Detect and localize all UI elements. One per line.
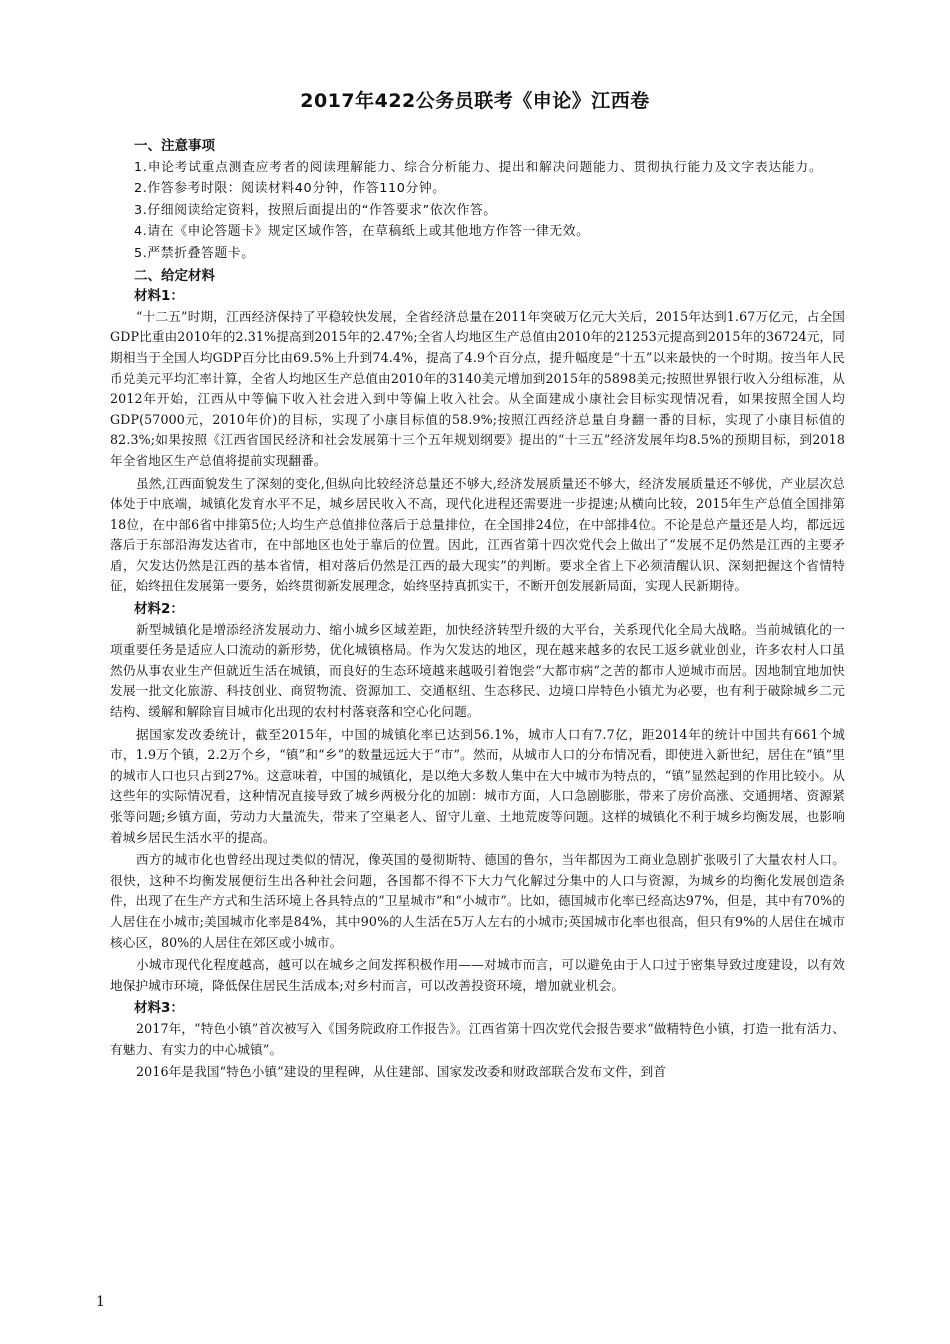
material-1-paragraph: 虽然,江西面貌发生了深刻的变化,但纵向比较经济总量还不够大,经济发展质量还不够大，经济发展质量还不够优，产业层次总体处于中底端，城镇化发育水平不足，城乡居民收入不高，现代化进程还需要进一步提速;从横向比较，2015年生产总值全国排第18位，在中部6省中排第5位;人均生产总值排位落后于总量排位，在全国排24位，在中部排4位。不论是总产量还是人均，都远远落后于东部沿海发达省市，在中部地区也处于靠后的位置。因此，江西省第十四次党代会上做出了“发展不足仍然是江西的主要矛盾，欠发达仍然是江西的基本省情，相对落后仍然是江西的最大现实”的判断。要求全省上下必须清醒认识、深刻把握这个省情特征，始终扭住发展第一要务，始终贯彻新发展理念，始终坚持真抓实干，不断开创发展新局面，实现人民新期待。 (110, 475, 845, 594)
material-2-paragraph: 新型城镇化是增添经济发展动力、缩小城乡区域差距，加快经济转型升级的大平台，关系现代化全局大战略。当前城镇化的一项重要任务是适应人口流动的新形势，优化城镇格局。作为欠发达的地区，现在越来越多的农民工返乡就业创业，许多农村人口虽然仍从事农业生产但就近生活在城镇，而良好的生态环境越来越吸引着饱尝“大都市病”之苦的都市人逆城市而居。因地制宜地加快发展一批文化旅游、科技创业、商贸物流、资源加工、交通枢纽、生态移民、边境口岸特色小镇尤为必要，也有利于破除城乡二元结构、缓解和解除盲目城市化出现的农村村落衰落和空心化问题。 (110, 621, 845, 720)
material-2-label: 材料2： (134, 601, 184, 618)
material-3-paragraph: 2016年是我国“特色小镇”建设的里程碑，从住建部、国家发改委和财政部联合发布文件，到首 (136, 1064, 667, 1080)
material-2-paragraph: 据国家发改委统计，截至2015年，中国的城镇化率已达到56.1%，城市人口有7.7亿，距2014年的统计中国共有661个城市，1.9万个镇，2.2万个乡，“镇”和“乡”的数量远远大于“市”。然而，从城市人口的分布情况看，即使进入新世纪，居住在“镇”里的城市人口也只占到27%。这意味着，中国的城镇化，是以绝大多数人集中在大中城市为特点的，“镇”显然起到的作用比较小。从这些年的实际情况看，这种情况直接导致了城乡两极分化的加剧：城市方面，人口急剧膨胀，带来了房价高涨、交通拥堵、资源紧张等问题;乡镇方面，劳动力大量流失，带来了空巢老人、留守儿童、土地荒废等问题。这样的城镇化不利于城乡均衡发展，也影响着城乡居民生活水平的提高。 (110, 726, 845, 845)
material-3-paragraph: 2017年，“特色小镇”首次被写入《国务院政府工作报告》。江西省第十四次党代会报告要求“做精特色小镇，打造一批有活力、有魅力、有实力的中心城镇”。 (110, 1020, 845, 1057)
document-title: 2017年422公务员联考《申论》江西卷 (300, 90, 650, 112)
note-item-2: 2.作答参考时限：阅读材料40分钟，作答110分钟。 (134, 181, 446, 197)
material-1-paragraph: “十二五”时期，江西经济保持了平稳较快发展，全省经济总量在2011年突破万亿元大关后，2015年达到1.67万亿元，占全国GDP比重由2010年的2.31%提高到2015年的2.47%;全省人均地区生产总值由2010年的21253元提高到2015年的36724元，同期相当于全国人均GDP百分比由69.5%上升到74.4%，提高了4.9个百分点，提升幅度是“十五”以来最快的一个时期。按当年人民币兑美元平均汇率计算，全省人均地区生产总值由2010年的3140美元增加到2015年的5898美元;按照世界银行收入分组标准，从2012年开始，江西从中等偏下收入社会进入到中等偏上收入社会。从全面建成小康社会目标实现情况看，如果按照全国人均GDP(57000元，2010年价)的目标，实现了小康目标值的58.9%;按照江西经济总量自身翻一番的目标，实现了小康目标值的82.3%;如果按照《江西省国民经济和社会发展第十三个五年规划纲要》提出的“十三五”经济发展年均8.5%的预期目标，到2018年全省地区生产总值将提前实现翻番。 (110, 308, 846, 468)
material-3-label: 材料3： (134, 1000, 184, 1017)
section-heading-materials: 二、给定材料 (134, 267, 215, 284)
note-item-4: 4.请在《申论答题卡》规定区域作答，在草稿纸上或其他地方作答一律无效。 (134, 224, 590, 240)
note-item-3: 3.仔细阅读给定资料，按照后面提出的“作答要求”依次作答。 (134, 202, 497, 218)
section-heading-notes: 一、注意事项 (134, 138, 215, 154)
material-1-label: 材料1： (134, 288, 184, 305)
material-2-paragraph: 小城市现代化程度越高，越可以在城乡之间发挥积极作用——对城市而言，可以避免由于人口过于密集导致过度建设，以有效地保护城市环境，降低保住居民生活成本;对乡村而言，可以改善投资环境，增加就业机会。 (110, 957, 845, 993)
page-number: 1 (96, 1294, 105, 1310)
note-item-1: 1.申论考试重点测查应考者的阅读理解能力、综合分析能力、提出和解决问题能力、贯彻执行能力及文字表达能力。 (134, 158, 823, 174)
document-body (110, 136, 845, 1085)
note-item-5: 5.严禁折叠答题卡。 (134, 245, 255, 261)
material-2-paragraph: 西方的城市化也曾经出现过类似的情况，像英国的曼彻斯特、德国的鲁尔，当年都因为工商业急剧扩张吸引了大量农村人口。很快，这种不均衡发展便衍生出各种社会问题，各国都不得不下大力气化解过分集中的人口与资源，为城乡的均衡化发展创造条件，出现了在生产方式和生活环境上各具特点的“卫星城市”和“小城市”。比如，德国城市化率已经高达97%，但是，其中有70%的人居住在小城市;美国城市化率是84%，其中90%的人生活在5万人左右的小城市;英国城市化率也很高，但只有9%的人居住在城市核心区，80%的人居住在郊区或小城市。 (110, 852, 845, 950)
